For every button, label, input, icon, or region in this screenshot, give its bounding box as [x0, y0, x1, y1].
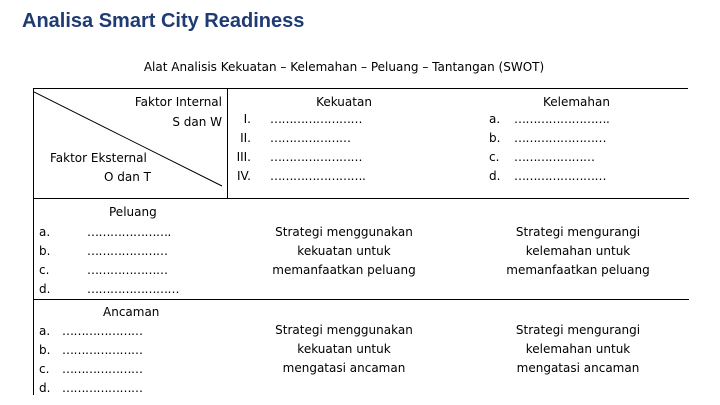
ancaman-item: ………………… [62, 381, 143, 395]
strategi-wt: Strategi mengurangi kelemahan untuk mengatasi ancaman [515, 323, 641, 375]
kelemahan-header: Kelemahan [543, 95, 610, 109]
internal-factor-label: Faktor Internal [134, 95, 222, 109]
ancaman-header: Ancaman [103, 305, 160, 319]
external-factor-label: Faktor Eksternal [50, 151, 147, 165]
row-divider [34, 198, 689, 199]
strategi-st: Strategi menggunakan kekuatan untuk mengatasi ancaman [275, 323, 413, 375]
kekuatan-number: IV. [236, 169, 251, 183]
ancaman-item: ………………… [62, 324, 143, 338]
kelemahan-item: ………………… [514, 150, 595, 164]
table-title: Alat Analisis Kekuatan – Kelemahan – Peluang – Tantangan (SWOT) [143, 60, 545, 74]
kelemahan-item: …………………… [514, 131, 606, 145]
ancaman-letter: d. [39, 381, 51, 395]
peluang-item: ………………… [87, 263, 168, 277]
swot-table [33, 88, 688, 395]
strategi-so: Strategi menggunakan kekuatan untuk memanfaatkan peluang [272, 225, 416, 277]
kelemahan-letter: b. [489, 131, 501, 145]
peluang-letter: a. [39, 225, 51, 239]
ancaman-item: ………………… [62, 362, 143, 376]
kekuatan-number: II. [240, 131, 251, 145]
kelemahan-letter: a. [489, 112, 501, 126]
strategi-wo: Strategi mengurangi kelemahan untuk memanfaatkan peluang [506, 225, 650, 277]
kekuatan-item: ……………………. [270, 169, 366, 183]
kekuatan-item: …………………… [270, 112, 362, 126]
peluang-letter: d. [39, 282, 51, 296]
kelemahan-letter: c. [489, 150, 500, 164]
kekuatan-item: …………………… [270, 150, 362, 164]
page-title: Analisa Smart City Readiness [22, 10, 305, 32]
peluang-item: ………………… [87, 244, 168, 258]
peluang-item: …………………… [87, 282, 179, 296]
ancaman-letter: a. [39, 324, 51, 338]
kekuatan-item: ………………… [270, 131, 351, 145]
kekuatan-number: III. [236, 150, 251, 164]
peluang-letter: b. [39, 244, 51, 258]
peluang-header: Peluang [109, 205, 157, 219]
kekuatan-header: Kekuatan [316, 95, 372, 109]
ancaman-item: ………………… [62, 343, 143, 357]
peluang-letter: c. [39, 263, 50, 277]
kelemahan-item: …………………… [514, 169, 606, 183]
kelemahan-item: ……………………. [514, 112, 610, 126]
internal-factor-sub: S dan W [172, 115, 222, 129]
kelemahan-letter: d. [489, 169, 501, 183]
ancaman-letter: c. [39, 362, 50, 376]
peluang-item: …………………. [87, 225, 171, 239]
row-divider [34, 299, 689, 300]
kekuatan-number: I. [243, 112, 251, 126]
external-factor-sub: O dan T [104, 170, 151, 184]
ancaman-letter: b. [39, 343, 51, 357]
